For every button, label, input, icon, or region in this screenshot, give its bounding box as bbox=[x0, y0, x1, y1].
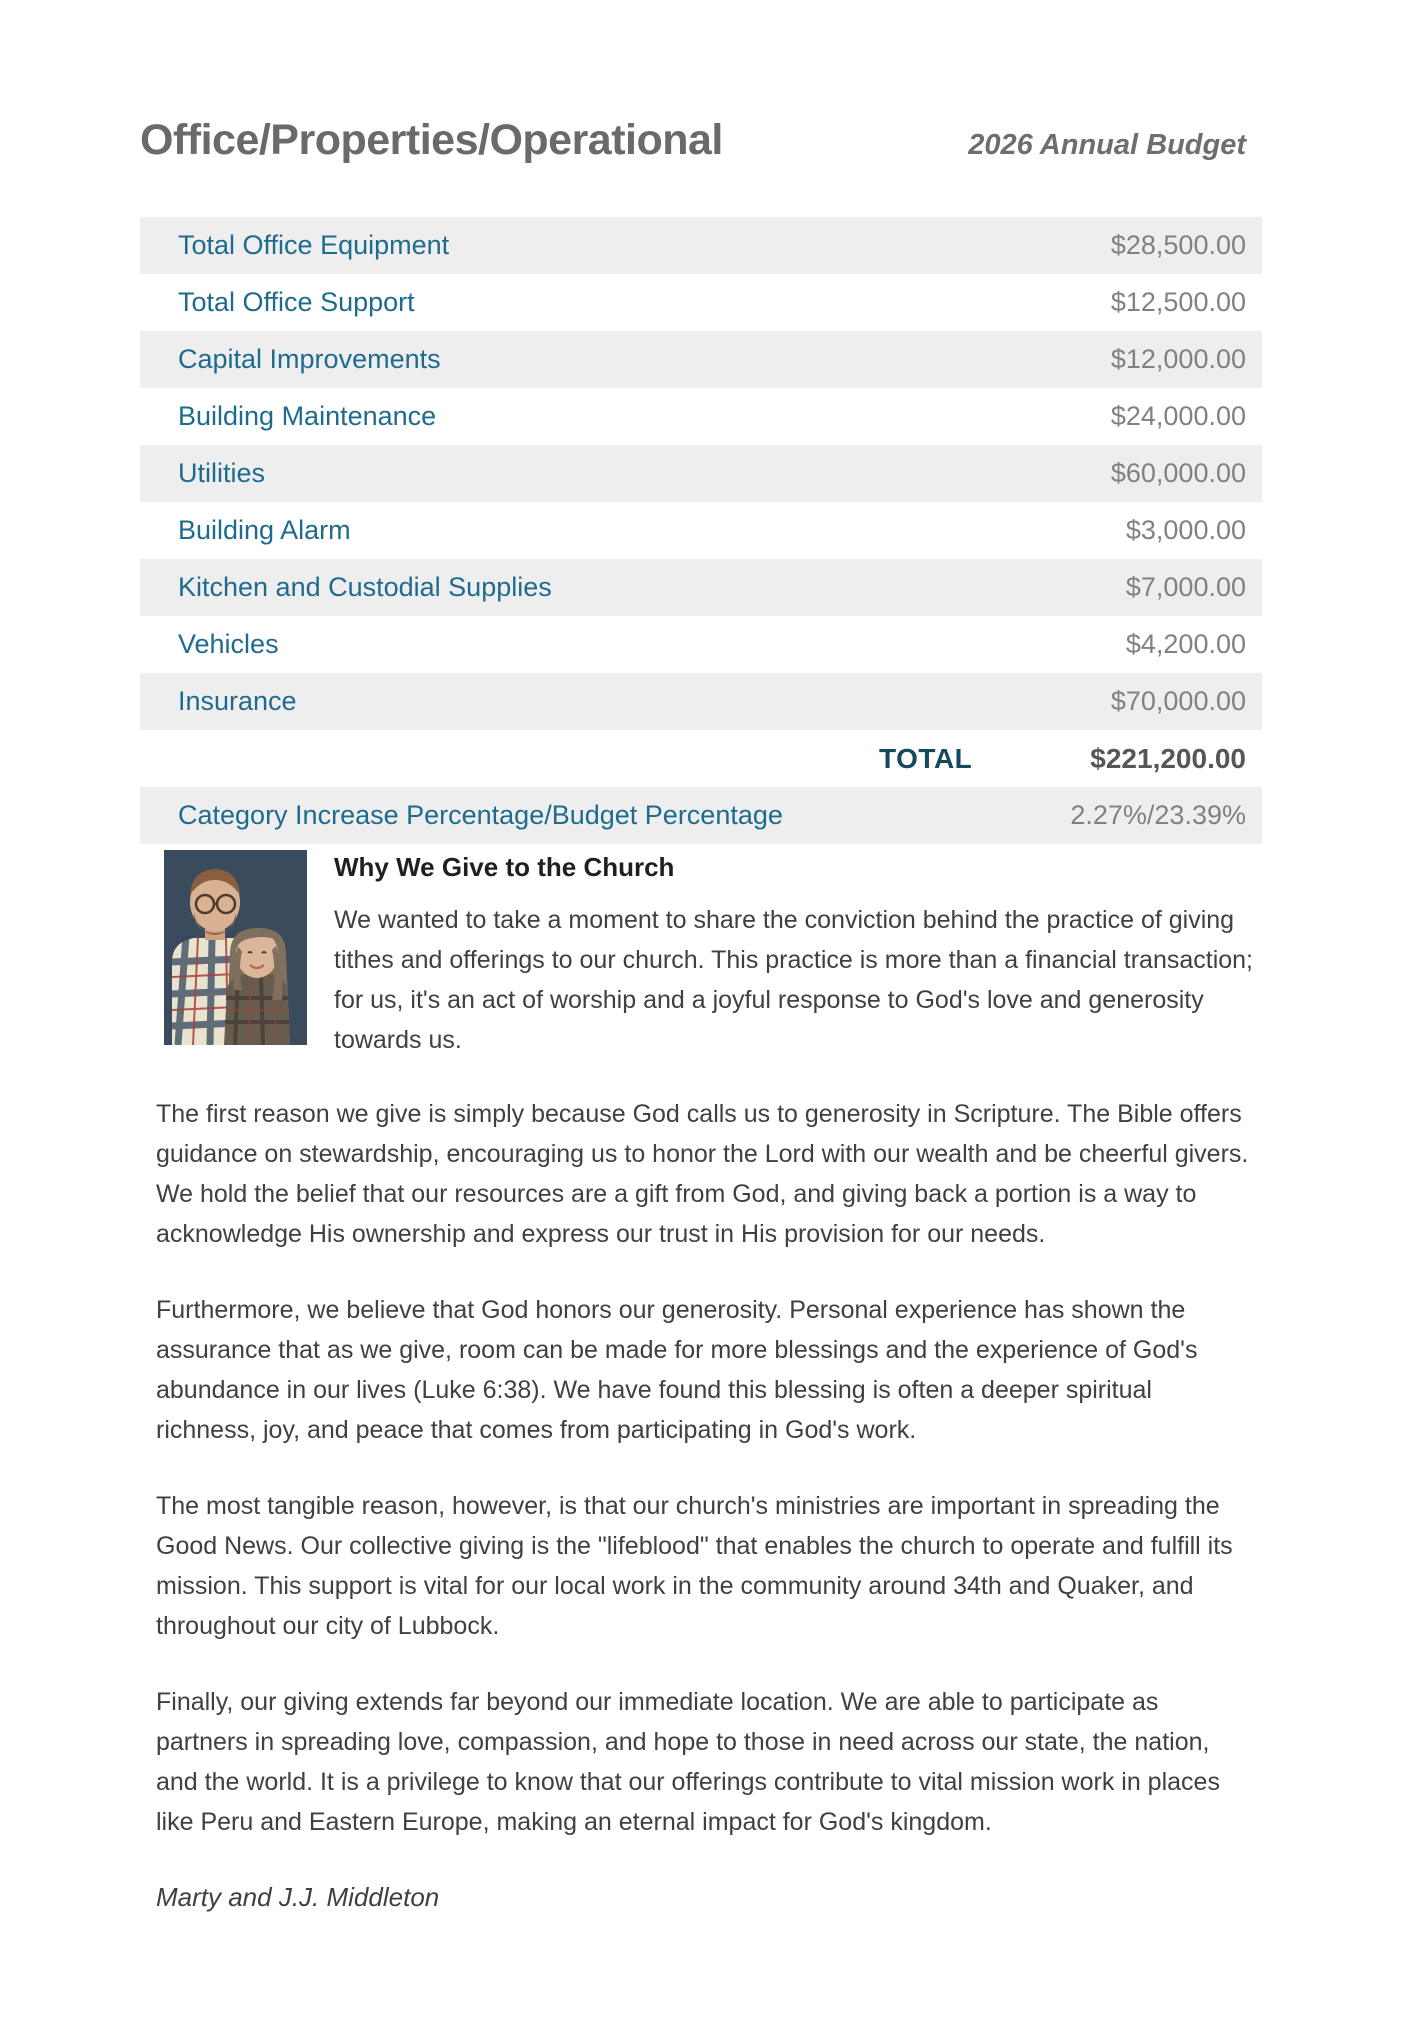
table-row bbox=[140, 559, 1262, 616]
table-row bbox=[140, 217, 1262, 274]
body-paragraph-4: Finally, our giving extends far beyond our immediate location. We are able to participate as partners in spreading love, compassion, and hope to those in need across our state, the nation, and the world. It is a privilege to know that our offerings contribute to vital mission work in places like Peru and Eastern Europe, making an eternal impact for God's kingdom. bbox=[156, 1688, 1220, 1836]
table-row bbox=[140, 502, 1262, 559]
table-row bbox=[140, 331, 1262, 388]
table-row bbox=[140, 388, 1262, 445]
page-title: Office/Properties/Operational bbox=[140, 116, 723, 164]
table-total-row bbox=[140, 730, 1262, 787]
body-paragraph-1: The first reason we give is simply because God calls us to generosity in Scripture. The Bible offers guidance on stewardship, encouraging us to honor the Lord with our wealth and be cheerful givers. We hold the belief that our resources are a gift from God, and giving back a portion is a way to acknowledge His ownership and express our trust in His provision for our needs. bbox=[156, 1100, 1249, 1248]
row-label: Building Alarm bbox=[178, 515, 351, 545]
table-row bbox=[140, 673, 1262, 730]
category-percentage-value: 2.27%/23.39% bbox=[1070, 800, 1246, 830]
row-amount: $12,500.00 bbox=[1110, 287, 1246, 317]
row-amount: $70,000.00 bbox=[1110, 686, 1246, 716]
table-row bbox=[140, 274, 1262, 331]
woman-figure bbox=[224, 928, 290, 1045]
row-label: Building Maintenance bbox=[178, 401, 437, 431]
total-label: TOTAL bbox=[879, 742, 973, 774]
row-amount: $7,000.00 bbox=[1125, 572, 1246, 602]
body-paragraph-3: The most tangible reason, however, is that our church's ministries are important in spreading the Good News. Our collective giving is the "lifeblood" that enables the church to operate and fulfill its mission. This support is vital for our local work in the community around 34th and Quaker, and throughout our city of Lubbock. bbox=[156, 1492, 1233, 1640]
table-row bbox=[140, 445, 1262, 502]
document-header bbox=[140, 116, 1262, 165]
row-amount: $28,500.00 bbox=[1110, 230, 1246, 260]
row-amount: $24,000.00 bbox=[1110, 401, 1246, 431]
row-amount: $3,000.00 bbox=[1125, 515, 1246, 545]
row-amount: $60,000.00 bbox=[1110, 458, 1246, 488]
row-label: Capital Improvements bbox=[178, 344, 441, 374]
row-label: Vehicles bbox=[178, 629, 279, 659]
body-paragraph-2: Furthermore, we believe that God honors our generosity. Personal experience has shown the assurance that as we give, room can be made for more blessings and the experience of God's abundance in our lives (Luke 6:38). We have found this blessing is often a deeper spiritual richness, joy, and peace that comes from participating in God's work. bbox=[156, 1296, 1198, 1444]
testimony-intro-section bbox=[140, 850, 1262, 1060]
budget-period-label: 2026 Annual Budget bbox=[968, 129, 1246, 161]
row-label: Total Office Equipment bbox=[178, 230, 450, 260]
table-category-row bbox=[140, 787, 1262, 844]
table-row bbox=[140, 616, 1262, 673]
total-amount: $221,200.00 bbox=[1090, 742, 1246, 774]
article-heading: Why We Give to the Church bbox=[334, 852, 675, 882]
couple-photo-illustration bbox=[164, 850, 307, 1045]
row-label: Utilities bbox=[178, 458, 266, 488]
row-amount: $4,200.00 bbox=[1125, 629, 1246, 659]
signature: Marty and J.J. Middleton bbox=[156, 1882, 440, 1912]
row-amount: $12,000.00 bbox=[1110, 344, 1246, 374]
intro-paragraph: We wanted to take a moment to share the conviction behind the practice of giving tithes and offerings to our church. This practice is more than a financial transaction; for us, it's an act of worship and a joyful response to God's love and generosity towards us. bbox=[334, 906, 1254, 1054]
couple-photo bbox=[164, 850, 307, 1045]
category-percentage-label: Category Increase Percentage/Budget Percentage bbox=[178, 800, 783, 830]
budget-table bbox=[140, 217, 1262, 844]
row-label: Insurance bbox=[178, 686, 297, 716]
row-label: Total Office Support bbox=[178, 287, 415, 317]
row-label: Kitchen and Custodial Supplies bbox=[178, 572, 552, 602]
testimony-intro-text bbox=[334, 850, 1262, 1060]
